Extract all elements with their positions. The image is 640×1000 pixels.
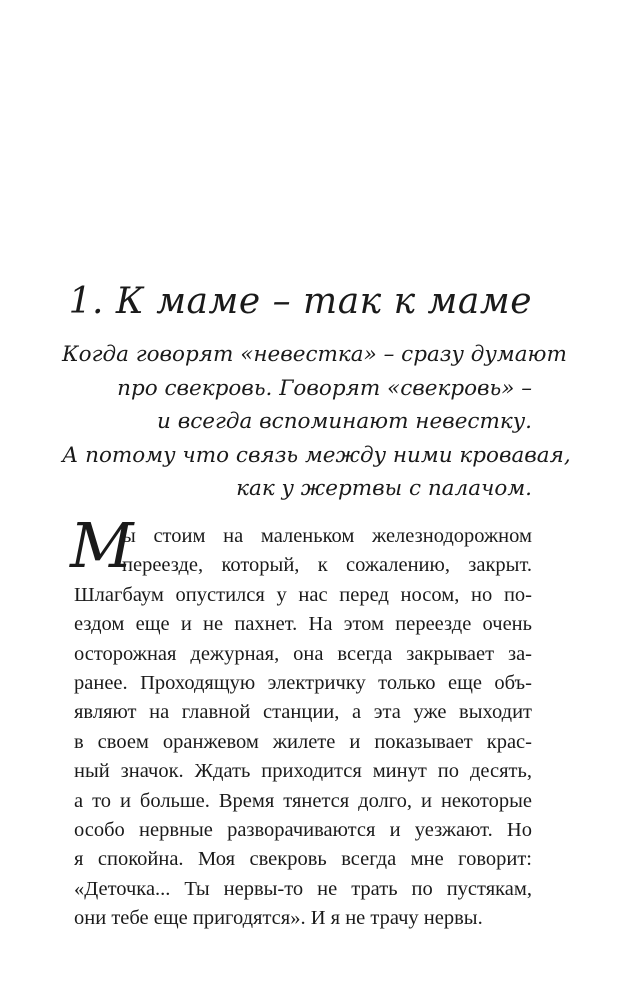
body-line: они тебе еще пригодятся». И я не трачу нервы. xyxy=(74,907,483,930)
epigraph-line: как у жертвы с палачом. xyxy=(236,476,532,501)
body-line: в своем оранжевом жилете и показывает крас- xyxy=(74,730,532,753)
epigraph-line: и всегда вспоминают невестку. xyxy=(157,409,532,434)
body-line: я спокойна. Моя свекровь всегда мне говорит: xyxy=(74,848,532,871)
body-line: а то и больше. Время тянется долго, и некоторые xyxy=(74,789,532,812)
body-line: особо нервные разворачиваются и уезжают. Но xyxy=(74,819,532,842)
epigraph-line: Когда говорят «невестка» – сразу думают xyxy=(62,342,567,367)
body-line: ранее. Проходящую электричку только еще объ- xyxy=(74,672,532,695)
chapter-title: 1. К маме – так к маме xyxy=(68,281,532,322)
drop-cap: М xyxy=(70,509,134,582)
body-line: ездом еще и не пахнет. На этом переезде очень xyxy=(74,613,532,636)
epigraph xyxy=(62,338,571,506)
body-line: являют на главной станции, а эта уже выходит xyxy=(74,701,532,724)
body-line: осторожная дежурная, она всегда закрывает за- xyxy=(74,642,532,665)
body-line: ный значок. Ждать приходится минут по десять, xyxy=(74,760,532,783)
epigraph-line: А потому что связь между ними кровавая, xyxy=(62,442,571,468)
body-line: ы стоим на маленьком железнодорожном xyxy=(122,525,532,547)
body-paragraph xyxy=(74,522,532,934)
body-line: «Деточка... Ты нервы-то не трать по пустякам, xyxy=(74,877,532,900)
epigraph-line: про свекровь. Говорят «свекровь» – xyxy=(117,375,532,401)
body-line: Шлагбаум опустился у нас перед носом, но по- xyxy=(74,583,532,606)
body-line: переезде, который, к сожалению, закрыт. xyxy=(122,554,532,577)
